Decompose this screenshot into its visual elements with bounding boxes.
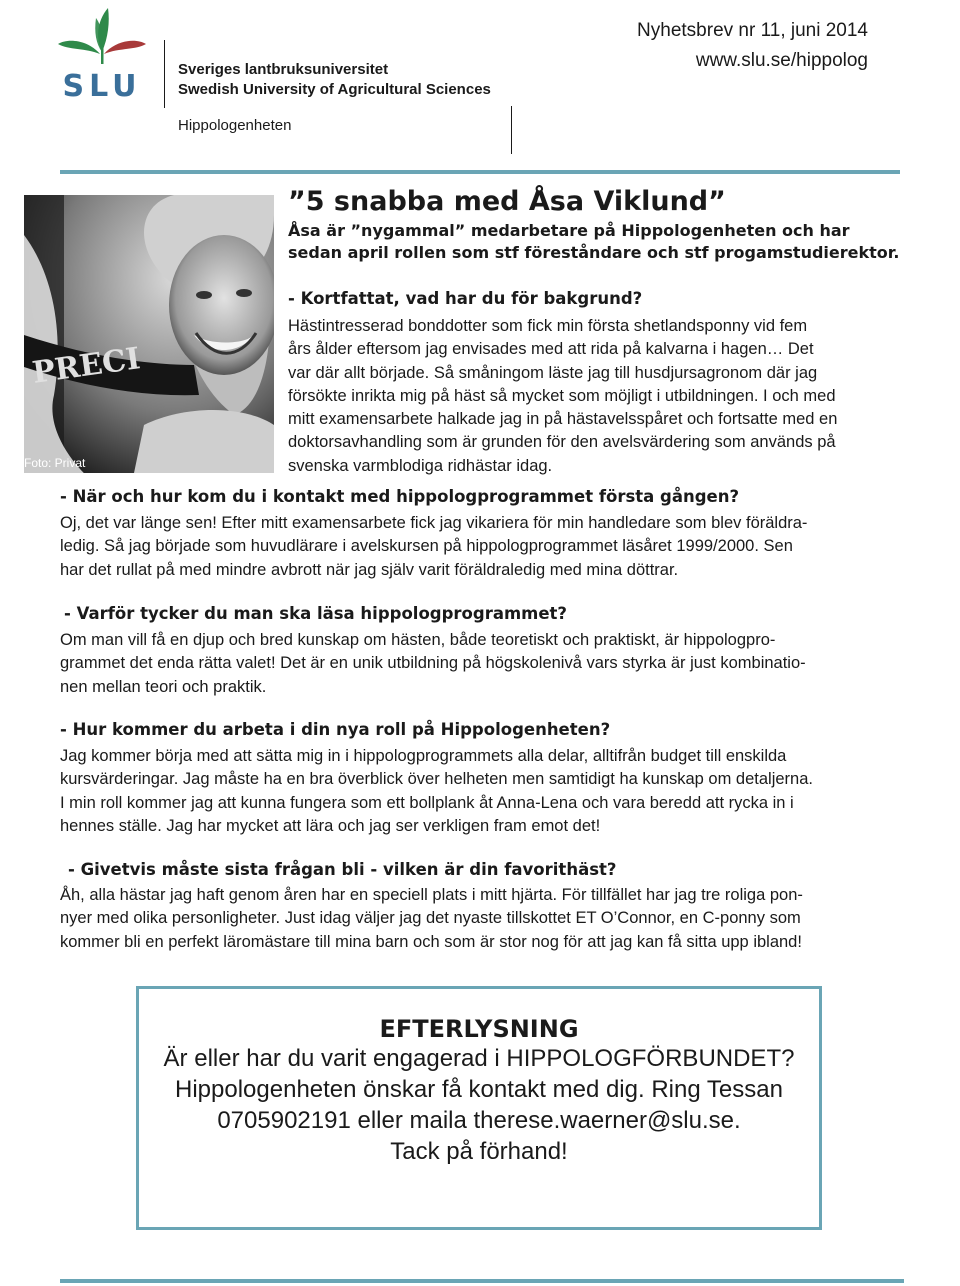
answer-line: Jag kommer börja med att sätta mig in i hippologprogrammets alla delar, alltifrån budget till enskilda xyxy=(60,747,787,765)
question-1: - Kortfattat, vad har du för bakgrund? xyxy=(288,289,643,308)
question-2: - När och hur kom du i kontakt med hippologprogrammet första gången? xyxy=(60,487,740,506)
answer-line: grammet det enda rätta valet! Det är en unik utbildning på högskolenivå vars styrka är just kombinatio- xyxy=(60,654,806,673)
answer-5 xyxy=(60,884,803,954)
notice-box xyxy=(136,986,822,1230)
article-headline: ”5 snabba med Åsa Viklund” xyxy=(288,186,726,217)
answer-line: var där allt började. Så småningom läste jag till husdjursagronom där jag xyxy=(288,363,818,382)
org-name-english: Swedish University of Agricultural Sciences xyxy=(178,81,491,98)
slu-leaf-icon xyxy=(52,4,152,100)
answer-4 xyxy=(60,745,813,838)
question-3: - Varför tycker du man ska läsa hippologprogrammet? xyxy=(64,604,568,623)
photo-credit: Foto: Privat xyxy=(24,456,86,470)
portrait-photo xyxy=(24,195,274,473)
answer-line: hennes ställe. Jag har mycket att lära och jag ser verkligen fram emot det! xyxy=(60,816,601,835)
answer-line: kommer bli en perfekt läromästare till mina barn och som är stor nog för att jag kan få sitta upp ibland! xyxy=(60,932,802,951)
answer-3 xyxy=(60,629,806,699)
bottom-rule xyxy=(60,1279,904,1283)
newsletter-issue: Nyhetsbrev nr 11, juni 2014 xyxy=(637,20,868,41)
top-rule xyxy=(60,170,900,174)
notice-line: Är eller har du varit engagerad i HIPPOLOGFÖRBUNDET? xyxy=(163,1045,795,1072)
portrait-image xyxy=(24,195,274,473)
notice-line: 0705902191 eller maila therese.waerner@slu.se. xyxy=(217,1107,741,1134)
svg-text:PRECI: PRECI xyxy=(30,341,143,391)
article-intro: Åsa är ”nygammal” medarbetare på Hippologenheten och har sedan april rollen som stf föreståndare och stf progamstudierektor. xyxy=(288,221,900,262)
newsletter-info xyxy=(637,16,868,76)
answer-line: försökte inrikta mig på häst så mycket som möjligt i utbildningen. I och med xyxy=(288,386,836,405)
answer-line: har det rullat på med mindre avbrott när jag själv varit föräldraledig med mina döttrar. xyxy=(60,560,679,579)
answer-line: doktorsavhandling som är grunden för den avelsvärdering som används på xyxy=(288,433,836,452)
answer-line: nen mellan teori och praktik. xyxy=(60,677,267,696)
answer-line: mitt examensarbete halkade jag in på hästavelsspåret och fortsatte med en xyxy=(288,410,838,429)
notice-line: Hippologenheten önskar få kontakt med dig. Ring Tessan xyxy=(175,1076,783,1103)
org-name-swedish: Sveriges lantbruksuniversitet xyxy=(178,61,389,78)
question-4: - Hur kommer du arbeta i din nya roll på Hippologenheten? xyxy=(60,720,611,739)
answer-line: års ålder eftersom jag envisades med att rida på kalvarna i hagen… Det xyxy=(288,340,814,359)
answer-line: ledig. Så jag började som huvudlärare i avelskursen på hippologprogrammet läsåret 1999/2000. Sen xyxy=(60,537,793,556)
header-divider xyxy=(164,40,165,108)
org-name xyxy=(178,60,491,100)
answer-line: Hästintresserad bonddotter som fick min första shetlandsponny vid fem xyxy=(288,317,808,335)
question-5: - Givetvis måste sista frågan bli - vilken är din favorithäst? xyxy=(68,860,617,879)
unit-name: Hippologenheten xyxy=(178,117,292,134)
slu-logo xyxy=(52,4,152,100)
answer-line: svenska varmblodiga ridhästar idag. xyxy=(288,456,553,475)
unit-divider xyxy=(511,106,512,154)
answer-line: I min roll kommer jag att kunna fungera som ett bollplank åt Anna-Lena och vara beredd att rycka in i xyxy=(60,793,794,812)
answer-line: Oj, det var länge sen! Efter mitt examensarbete fick jag vikariera för min handledare som blev föräldra- xyxy=(60,514,808,532)
newsletter-url[interactable]: www.slu.se/hippolog xyxy=(695,50,868,71)
answer-line: kursvärderingar. Jag måste ha en bra överblick över helheten men samtidigt ha kunskap om detaljerna. xyxy=(60,770,813,789)
answer-2 xyxy=(60,512,807,582)
svg-text:SLU: SLU xyxy=(62,69,142,100)
answer-1 xyxy=(288,315,837,478)
answer-line: nyer med olika personligheter. Just idag väljer jag det nyaste tillskottet ET O’Connor, en C-ponny som xyxy=(60,909,801,928)
notice-body xyxy=(139,1043,819,1167)
notice-line: Tack på förhand! xyxy=(390,1138,568,1165)
answer-line: Åh, alla hästar jag haft genom åren har en speciell plats i mitt hjärta. För tillfället har jag tre roliga pon- xyxy=(60,886,803,904)
answer-line: Om man vill få en djup och bred kunskap om hästen, både teoretiskt och praktiskt, är hippologpro- xyxy=(60,631,776,649)
notice-title: EFTERLYSNING xyxy=(379,1015,579,1043)
